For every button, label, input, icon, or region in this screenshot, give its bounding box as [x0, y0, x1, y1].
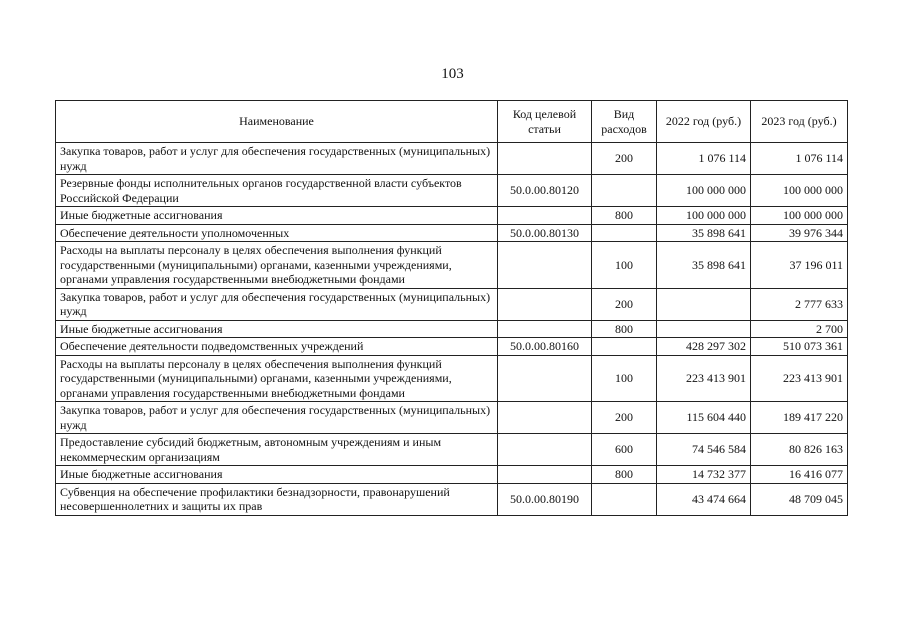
row-code: 50.0.00.80190: [498, 483, 592, 515]
row-name: Закупка товаров, работ и услуг для обеспечения государственных (муниципальных) нужд: [56, 288, 498, 320]
row-2022: [657, 320, 751, 338]
table-row: [56, 224, 848, 242]
row-type: 200: [592, 402, 657, 434]
budget-table: [55, 100, 848, 516]
row-name: Расходы на выплаты персоналу в целях обеспечения выполнения функций государственными (муниципальными) органами, казенными учреждениями, органами управления государственными внебюджетными фондами: [56, 355, 498, 402]
header-2022: 2022 год (руб.): [657, 101, 751, 143]
row-2022: [657, 288, 751, 320]
row-2022: 100 000 000: [657, 175, 751, 207]
row-2022: 74 546 584: [657, 434, 751, 466]
row-2023: 1 076 114: [751, 143, 848, 175]
row-2022: 223 413 901: [657, 355, 751, 402]
table-row: [56, 288, 848, 320]
row-code: 50.0.00.80160: [498, 338, 592, 356]
row-code: [498, 143, 592, 175]
row-type: 100: [592, 242, 657, 289]
row-2023: 223 413 901: [751, 355, 848, 402]
row-2023: 80 826 163: [751, 434, 848, 466]
row-2023: 2 700: [751, 320, 848, 338]
row-code: [498, 466, 592, 484]
row-name: Обеспечение деятельности подведомственных учреждений: [56, 338, 498, 356]
table-row: [56, 483, 848, 515]
row-code: 50.0.00.80130: [498, 224, 592, 242]
row-2023: 37 196 011: [751, 242, 848, 289]
table-header-row: [56, 101, 848, 143]
row-type: 100: [592, 355, 657, 402]
row-name: Обеспечение деятельности уполномоченных: [56, 224, 498, 242]
row-type: [592, 224, 657, 242]
table-row: [56, 143, 848, 175]
row-code: [498, 402, 592, 434]
row-2022: 35 898 641: [657, 224, 751, 242]
row-2023: 2 777 633: [751, 288, 848, 320]
header-type: Вид расходов: [592, 101, 657, 143]
table-row: [56, 320, 848, 338]
row-name: Иные бюджетные ассигнования: [56, 207, 498, 225]
row-name: Предоставление субсидий бюджетным, автономным учреждениям и иным некоммерческим организациям: [56, 434, 498, 466]
row-code: [498, 207, 592, 225]
header-code: Код целевой статьи: [498, 101, 592, 143]
row-2022: 100 000 000: [657, 207, 751, 225]
row-type: [592, 483, 657, 515]
row-name: Иные бюджетные ассигнования: [56, 466, 498, 484]
row-code: [498, 320, 592, 338]
row-2022: 115 604 440: [657, 402, 751, 434]
table-row: [56, 338, 848, 356]
row-code: [498, 288, 592, 320]
row-name: Закупка товаров, работ и услуг для обеспечения государственных (муниципальных) нужд: [56, 143, 498, 175]
row-type: 800: [592, 466, 657, 484]
row-2023: 100 000 000: [751, 207, 848, 225]
table-row: [56, 242, 848, 289]
row-code: [498, 434, 592, 466]
row-2023: 189 417 220: [751, 402, 848, 434]
row-2022: 43 474 664: [657, 483, 751, 515]
row-2023: 510 073 361: [751, 338, 848, 356]
header-2023: 2023 год (руб.): [751, 101, 848, 143]
row-2023: 39 976 344: [751, 224, 848, 242]
row-name: Субвенция на обеспечение профилактики безнадзорности, правонарушений несовершеннолетних и защиты их прав: [56, 483, 498, 515]
row-2023: 48 709 045: [751, 483, 848, 515]
row-2022: 1 076 114: [657, 143, 751, 175]
row-type: 800: [592, 207, 657, 225]
table-row: [56, 466, 848, 484]
page-number: 103: [441, 66, 464, 82]
row-2023: 16 416 077: [751, 466, 848, 484]
row-2022: 35 898 641: [657, 242, 751, 289]
table-row: [56, 175, 848, 207]
row-type: 200: [592, 143, 657, 175]
header-name: Наименование: [56, 101, 498, 143]
row-type: 600: [592, 434, 657, 466]
row-type: 800: [592, 320, 657, 338]
row-name: Закупка товаров, работ и услуг для обеспечения государственных (муниципальных) нужд: [56, 402, 498, 434]
row-type: [592, 338, 657, 356]
table-row: [56, 355, 848, 402]
row-code: [498, 355, 592, 402]
table-row: [56, 434, 848, 466]
row-name: Иные бюджетные ассигнования: [56, 320, 498, 338]
row-2022: 14 732 377: [657, 466, 751, 484]
row-2022: 428 297 302: [657, 338, 751, 356]
row-type: 200: [592, 288, 657, 320]
row-name: Расходы на выплаты персоналу в целях обеспечения выполнения функций государственными (муниципальными) органами, казенными учреждениями, органами управления государственными внебюджетными фондами: [56, 242, 498, 289]
row-2023: 100 000 000: [751, 175, 848, 207]
row-type: [592, 175, 657, 207]
row-code: 50.0.00.80120: [498, 175, 592, 207]
table-row: [56, 207, 848, 225]
table-row: [56, 402, 848, 434]
row-code: [498, 242, 592, 289]
row-name: Резервные фонды исполнительных органов государственной власти субъектов Российской Федерации: [56, 175, 498, 207]
